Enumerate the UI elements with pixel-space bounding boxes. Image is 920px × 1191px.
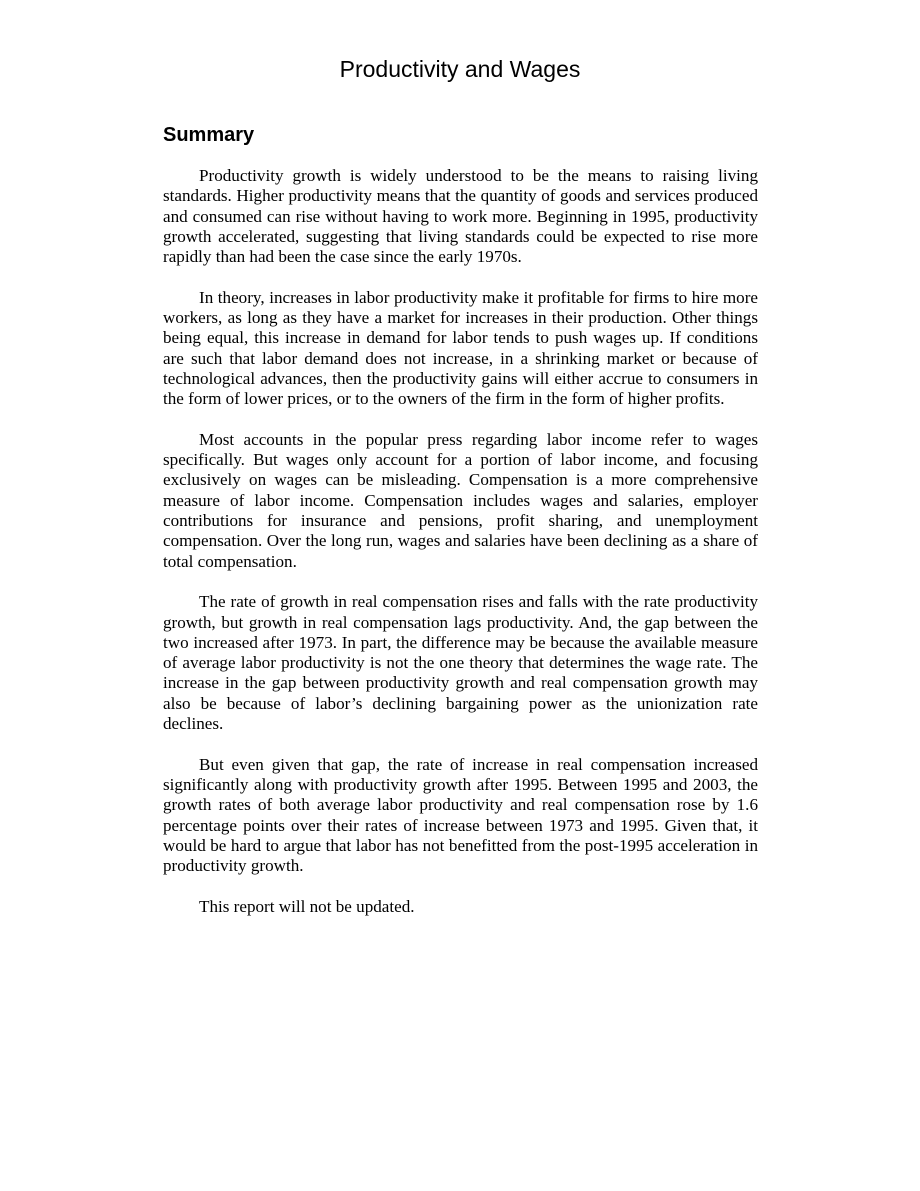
summary-body — [163, 166, 758, 937]
summary-paragraph-1: Productivity growth is widely understood to be the means to raising living standards. Higher productivity means that the quantity of goods and services produced and consumed can rise without having to work more. Beginning in 1995, productivity growth accelerated, suggesting that living standards could be expected to rise more rapidly than had been the case since the early 1970s. — [163, 166, 758, 267]
summary-paragraph-3: Most accounts in the popular press regarding labor income refer to wages specifically. But wages only account for a portion of labor income, and focusing exclusively on wages can be misleading. Compensation is a more comprehensive measure of labor income. Compensation includes wages and salaries, employer contributions for insurance and pensions, profit sharing, and unemployment compensation. Over the long run, wages and salaries have been declining as a share of total compensation. — [163, 429, 758, 571]
summary-paragraph-5: But even given that gap, the rate of increase in real compensation increased significantly along with productivity growth after 1995. Between 1995 and 2003, the growth rates of both average labor productivity and real compensation rose by 1.6 percentage points over their rates of increase between 1973 and 1995. Given that, it would be hard to argue that labor has not benefitted from the post-1995 acceleration in productivity growth. — [163, 754, 758, 876]
document-title: Productivity and Wages — [339, 56, 581, 82]
summary-paragraph-2: In theory, increases in labor productivity make it profitable for firms to hire more workers, as long as they have a market for increases in their production. Other things being equal, this increase in demand for labor tends to push wages up. If conditions are such that labor demand does not increase, in a shrinking market or because of technological advances, then the productivity gains will either accrue to consumers in the form of lower prices, or to the owners of the firm in the form of higher profits. — [163, 287, 758, 409]
section-heading-summary: Summary — [163, 124, 255, 146]
summary-paragraph-6: This report will not be updated. — [199, 896, 415, 916]
summary-paragraph-4: The rate of growth in real compensation rises and falls with the rate productivity growth, but growth in real compensation lags productivity. And, the gap between the two increased after 1973. In part, the difference may be because the available measure of average labor productivity is not the one theory that determines the wage rate. The increase in the gap between productivity growth and real compensation growth may also be because of labor’s declining bargaining power as the unionization rate declines. — [163, 592, 758, 734]
